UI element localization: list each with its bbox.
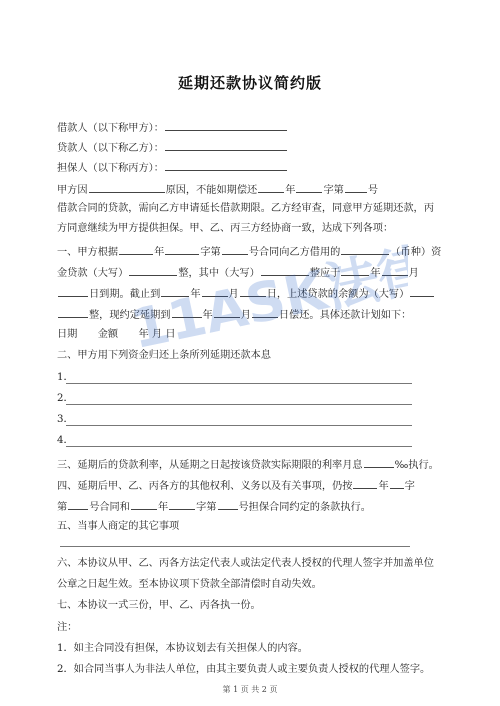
text-segment: 号担保合同约定的条款执行。 bbox=[238, 502, 371, 513]
blank bbox=[68, 499, 88, 510]
text-segment: 月 bbox=[228, 289, 239, 300]
blank bbox=[165, 244, 199, 255]
text-segment: 字第 bbox=[200, 247, 221, 258]
lender-blank bbox=[165, 140, 287, 151]
item-3-rule bbox=[66, 425, 412, 426]
clause6-line-1: 六、本协议从甲、乙、丙各方法定代表人或法定代表人授权的代理人签字并加盖单位 bbox=[57, 558, 434, 569]
guarantor-label: 担保人（以下称丙方）： bbox=[57, 163, 164, 174]
guarantor-line bbox=[57, 160, 447, 176]
page-footer: 第 1 页 共 2 页 bbox=[222, 685, 278, 694]
repayment-plan-header: 日期 金额 年 月 日 bbox=[57, 329, 176, 340]
blank bbox=[172, 307, 202, 318]
text-segment: （币种）资 bbox=[390, 247, 442, 258]
text-segment: 年 bbox=[285, 185, 296, 196]
blank bbox=[119, 244, 153, 255]
blank bbox=[214, 307, 240, 318]
clause2-heading: 二、甲方用下列资金归还上条所列延期还款本息 bbox=[57, 350, 271, 361]
text-segment: 整，现约定延期到 bbox=[89, 310, 171, 321]
text-segment: ‰执行。 bbox=[394, 460, 439, 471]
blank bbox=[240, 286, 266, 297]
text-segment: 日到期。截止到 bbox=[89, 289, 161, 300]
blank bbox=[261, 265, 309, 276]
blank bbox=[161, 286, 189, 297]
item-4-rule bbox=[66, 446, 412, 447]
blank bbox=[202, 286, 228, 297]
intro-line-1 bbox=[57, 182, 447, 198]
text-segment: 一、甲方根据 bbox=[57, 247, 119, 258]
clause6-line-2: 公章之日起生效。至本协议项下贷款全部清偿时自动失效。 bbox=[57, 579, 322, 590]
blank bbox=[222, 244, 248, 255]
clause3-line bbox=[57, 457, 447, 473]
text-segment: 三、延期后的贷款利率，从延期之日起按该贷款实际期限的利率月息 bbox=[57, 460, 363, 471]
note-2: 2．如合同当事人为非法人单位，由其主要负责人或主要负责人授权的代理人签字。 bbox=[57, 664, 431, 675]
item-number: 1． bbox=[57, 372, 74, 383]
watermark-text: 11ASK法律网 bbox=[125, 224, 408, 362]
blank bbox=[353, 478, 377, 489]
item-number: 3． bbox=[57, 414, 74, 425]
borrower-line bbox=[57, 120, 447, 136]
text-segment: 月 bbox=[408, 268, 419, 279]
clause1-line-1 bbox=[57, 244, 447, 260]
blank bbox=[58, 286, 88, 297]
blank bbox=[131, 499, 157, 510]
blank bbox=[258, 182, 284, 193]
blank bbox=[252, 307, 278, 318]
text-segment: 号合同和 bbox=[89, 502, 130, 513]
blank bbox=[390, 478, 404, 489]
guarantor-blank bbox=[165, 160, 287, 171]
blank bbox=[341, 244, 389, 255]
note-1: 1．如主合同没有担保，本协议划去有关担保人的内容。 bbox=[57, 643, 308, 654]
blank bbox=[345, 182, 367, 193]
text-segment: 年 bbox=[157, 502, 169, 513]
lender-line bbox=[57, 140, 447, 156]
text-segment: 年 bbox=[378, 481, 389, 492]
text-segment: 号合同向乙方借用的 bbox=[248, 247, 341, 258]
intro-line-3: 方同意继续为甲方提供担保。甲、乙、丙三方经协商一致，达成下列各项： bbox=[57, 223, 394, 234]
blank bbox=[58, 307, 88, 318]
clause4-line-1 bbox=[57, 478, 447, 494]
text-segment: 月 bbox=[240, 310, 251, 321]
blank bbox=[341, 265, 369, 276]
text-segment: 原因，不能如期偿还 bbox=[165, 185, 258, 196]
borrower-label: 借款人（以下称甲方）： bbox=[57, 123, 164, 134]
blank bbox=[129, 265, 177, 276]
item-number: 2． bbox=[57, 393, 74, 404]
text-segment: 第 bbox=[57, 502, 68, 513]
text-segment: 甲方因 bbox=[57, 185, 88, 196]
blank bbox=[169, 499, 195, 510]
blank bbox=[364, 457, 394, 468]
text-segment: 金贷款（大写） bbox=[57, 268, 129, 279]
clause7-line: 七、本协议一式三份，甲、乙、丙各执一份。 bbox=[57, 600, 261, 611]
text-segment: 日偿还。具体还款计划如下： bbox=[278, 310, 412, 321]
clause1-line-3 bbox=[57, 286, 447, 302]
item-number: 4． bbox=[57, 435, 74, 446]
clause5-heading: 五、当事人商定的其它事项 bbox=[57, 521, 180, 532]
blank bbox=[89, 182, 165, 193]
text-segment: 字 bbox=[404, 481, 415, 492]
borrower-blank bbox=[165, 120, 287, 131]
clause1-line-4 bbox=[57, 307, 447, 323]
blank bbox=[218, 499, 238, 510]
item-2-rule bbox=[66, 404, 412, 405]
lender-label: 贷款人（以下称乙方）： bbox=[57, 143, 164, 154]
blank bbox=[410, 286, 434, 297]
clause5-rule bbox=[60, 546, 410, 547]
text-segment: 年 bbox=[154, 247, 165, 258]
intro-line-2: 借款合同的贷款，需向乙方申请延长借款期限。乙方经审查，同意甲方延期还款，丙 bbox=[57, 203, 434, 214]
document-title: 延期还款协议简约版 bbox=[177, 74, 322, 92]
notes-heading: 注： bbox=[57, 622, 78, 633]
blank bbox=[382, 265, 408, 276]
clause4-line-2 bbox=[57, 499, 447, 515]
item-1-rule bbox=[66, 383, 412, 384]
text-segment: 号 bbox=[367, 185, 378, 196]
text-segment: 字第 bbox=[196, 502, 217, 513]
clause1-line-2 bbox=[57, 265, 447, 281]
text-segment: 整，其中（大写） bbox=[178, 268, 260, 279]
text-segment: 日，上述贷款的余额为（大写） bbox=[266, 289, 410, 300]
blank bbox=[296, 182, 322, 193]
text-segment: 年 bbox=[370, 268, 381, 279]
text-segment: 四、延期后甲、乙、丙各方的其他权利、义务以及有关事项，仍按 bbox=[57, 481, 353, 492]
text-segment: 年 bbox=[202, 310, 213, 321]
text-segment: 字第 bbox=[323, 185, 344, 196]
text-segment: 年 bbox=[190, 289, 201, 300]
text-segment: 整应于 bbox=[309, 268, 341, 279]
